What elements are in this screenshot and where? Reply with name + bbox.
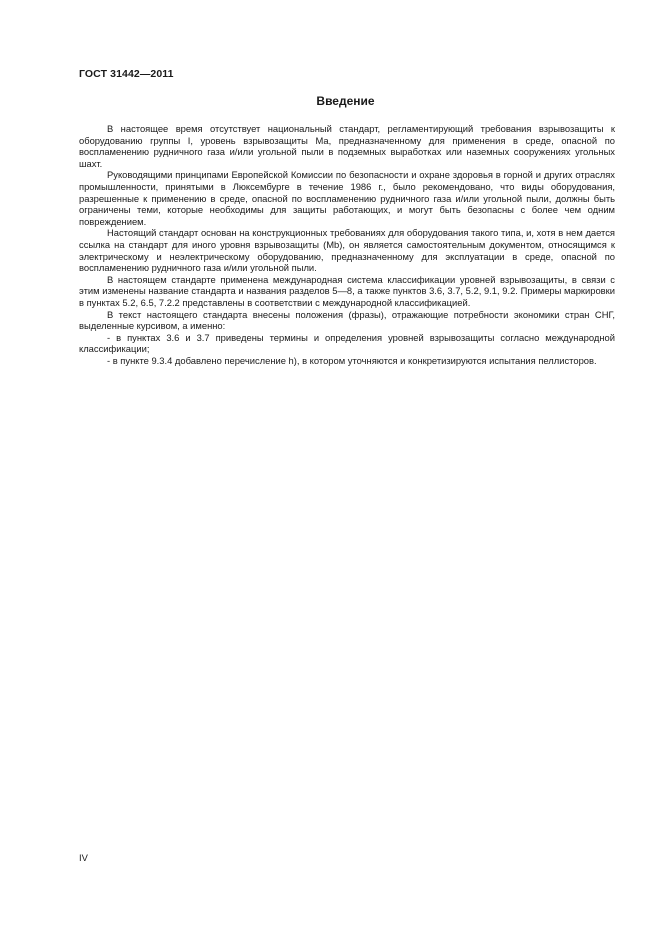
section-title: Введение: [316, 94, 375, 108]
paragraph-2: Руководящими принципами Европейской Комиссии по безопасности и охране здоровья в горной и других отраслях промышленности, принятыми в Люксембурге в течение 1986 г., было рекомендовано, что виды оборудования, разрешенные к применению в среде, опасной по воспламенению рудничного газа и/или угольной пыли, должны быть ограничены теми, которые необходимы для защиты работающих, и могут быть безопасны с более чем одним повреждением.: [79, 169, 615, 227]
list-item-1: - в пунктах 3.6 и 3.7 приведены термины и определения уровней взрывозащиты согласно международной классификации;: [79, 331, 615, 355]
page-number: IV: [79, 852, 88, 863]
document-header: ГОСТ 31442—2011: [79, 68, 174, 80]
paragraph-4: В настоящем стандарте применена международная система классификации уровней взрывозащиты, в связи с этим изменены название стандарта и названия разделов 5—8, а также пунктов 3.6, 3.7, 5.2, 9.1, 9.2. Примеры маркировки в пунктах 5.2, 6.5, 7.2.2 представлены в соответствии с международной классификацией.: [79, 273, 615, 308]
paragraph-5: В текст настоящего стандарта внесены положения (фразы), отражающие потребности экономики стран СНГ, выделенные курсивом, а именно:: [79, 308, 615, 332]
paragraph-3: Настоящий стандарт основан на конструкционных требованиях для оборудования такого типа, и, хотя в нем дается ссылка на стандарт для иного уровня взрывозащиты (Mb), он является самостоятельным документом, относящимся к электрическому и неэлектрическому оборудованию, предназначенному для эксплуатации в среде, опасной по воспламенению рудничного газа и/или угольной пыли.: [79, 227, 615, 274]
body-text: [79, 123, 615, 366]
paragraph-1: В настоящее время отсутствует национальный стандарт, регламентирующий требования взрывозащиты к оборудованию группы I, уровень взрывозащиты Ма, предназначенному для применения в среде, опасной по воспламенению рудничного газа и/или угольной пыли в подземных выработках или наземных сооружениях угольных шахт.: [79, 123, 615, 169]
list-item-2: - в пункте 9.3.4 добавлено перечисление h), в котором уточняются и конкретизируются испытания пеллисторов.: [107, 354, 597, 366]
